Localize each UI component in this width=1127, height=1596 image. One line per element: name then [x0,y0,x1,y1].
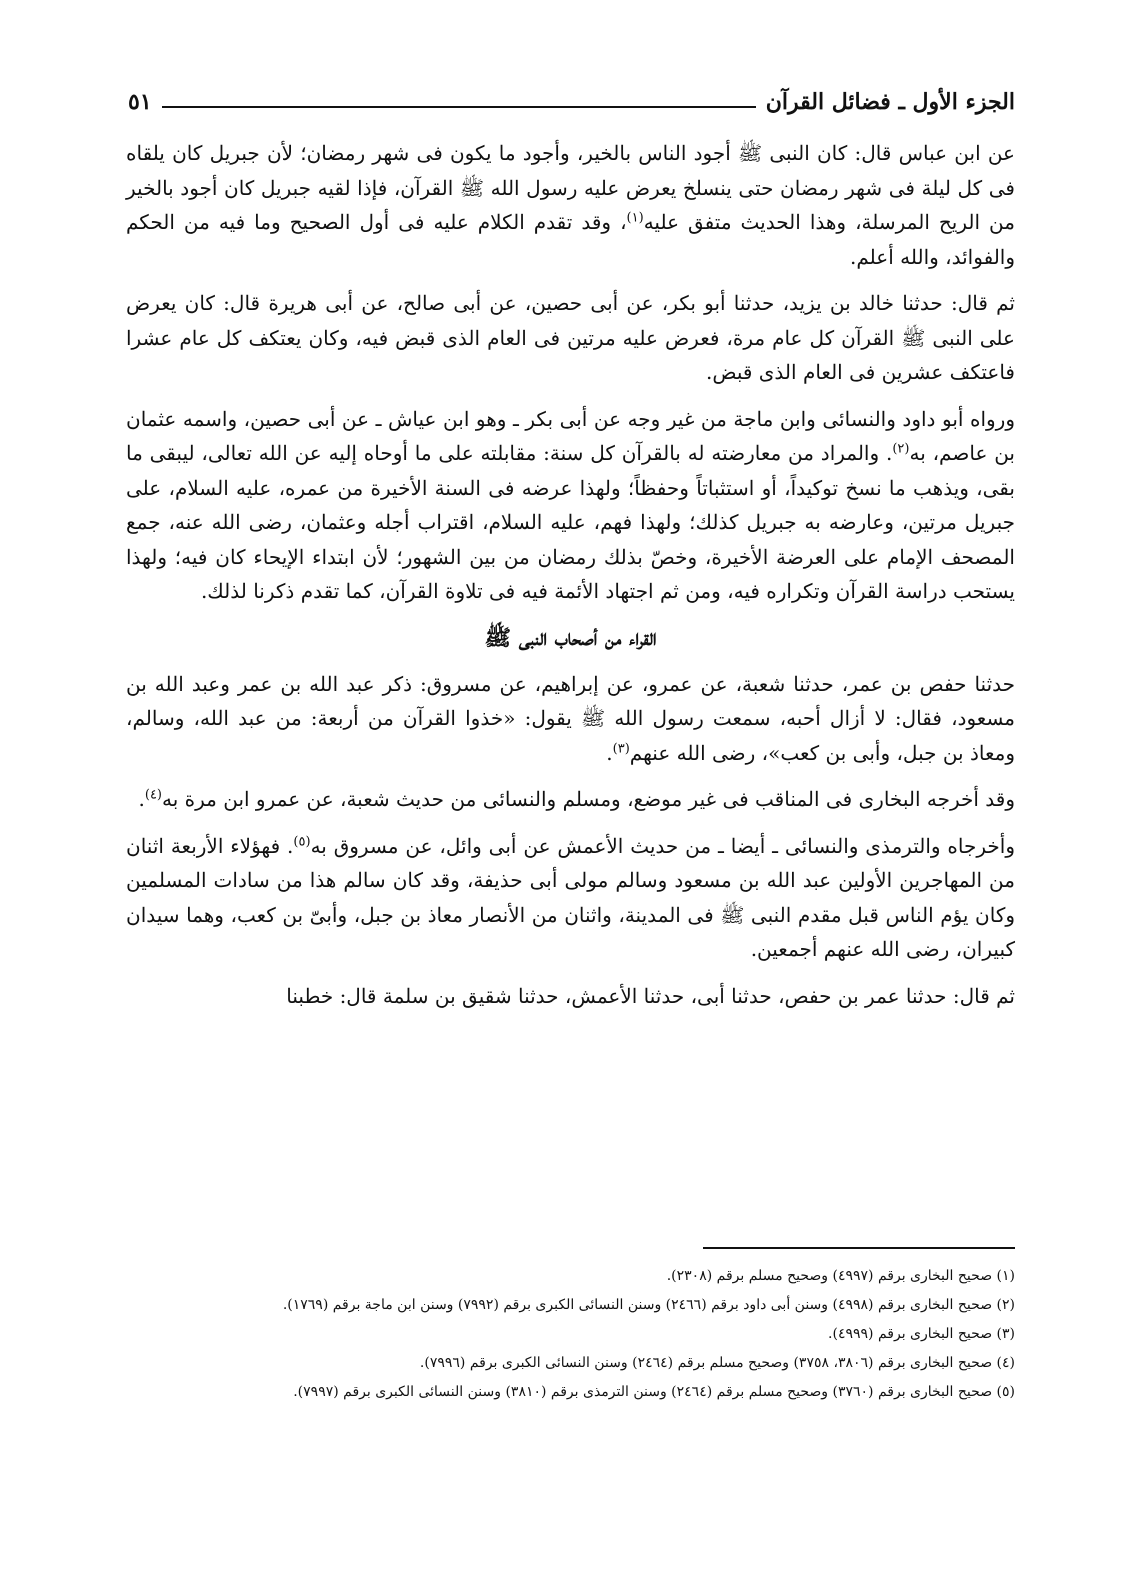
paragraph-text-cont: ، وقد تقدم الكلام عليه فى أول الصحيح وما فيه من الحكم والفوائد، والله أعلم. [126,210,1015,269]
running-header [128,84,1015,120]
footnote-ref: (٥) [293,833,311,849]
paragraph-text: ثم قال: حدثنا خالد بن يزيد، حدثنا أبو بكر، عن أبى حصين، عن أبى صالح، عن أبى هريرة قال: كان يعرض على النبى ﷺ القرآن كل عام مرة، فعرض عليه مرتين فى العام الذى قبض فيه، وكان يعتكف كل عام عشرا فاعتكف عشرين فى العام الذى قبض. [126,291,1015,384]
paragraph [126,782,1015,817]
footnote: (٤) صحيح البخارى برقم (٣٨٠٦، ٣٧٥٨) وصحيح مسلم برقم (٢٤٦٤) وسنن النسائى الكبرى برقم (٧٩٩٦). [419,1355,1015,1371]
paragraph-text: ثم قال: حدثنا عمر بن حفص، حدثنا أبى، حدثنا الأعمش، حدثنا شقيق بن سلمة قال: خطبنا [286,983,1015,1008]
paragraph [126,402,1015,609]
paragraph [126,286,1015,390]
paragraph [126,136,1015,274]
paragraph-text-cont: . [606,740,613,765]
paragraph [126,979,1015,1014]
footnote-ref: (٤) [144,787,162,803]
footnote-ref: (٣) [612,740,630,756]
footnote: (٢) صحيح البخارى برقم (٤٩٩٨) وسنن أبى داود برقم (٢٤٦٦) وسنن النسائى الكبرى برقم (٧٩٩٢) وسنن ابن ماجة برقم (١٧٦٩). [282,1297,1015,1313]
footnote: (١) صحيح البخارى برقم (٤٩٩٧) وصحيح مسلم برقم (٢٣٠٨). [666,1268,1015,1284]
paragraph-text: ورواه أبو داود والنسائى وابن ماجة من غير وجه عن أبى بكر ـ وهو ابن عياش ـ عن أبى حصين، واسمه عثمان بن عاصم، به [126,406,1015,465]
section-heading: القراء من أصحاب النبى ﷺ [484,624,657,651]
paragraph-text-cont: . [138,787,145,811]
paragraph-text: عن ابن عباس قال: كان النبى ﷺ أجود الناس بالخير، وأجود ما يكون فى شهر رمضان؛ لأن جبريل كان يلقاه فى كل ليلة فى شهر رمضان حتى ينسلخ يعرض عليه رسول الله ﷺ القرآن، فإذا لقيه جبريل كان أجود بالخير من الريح المرسلة، وهذا الحديث متفق عليه [126,141,1015,234]
paragraph-text: وقد أخرجه البخارى فى المناقب فى غير موضع، ومسلم والنسائى من حديث شعبة، عن عمرو ابن مرة به [162,787,1015,811]
paragraph [126,667,1015,771]
footnote: (٥) صحيح البخارى برقم (٣٧٦٠) وصحيح مسلم برقم (٢٤٦٤) وسنن الترمذى برقم (٣٨١٠) وسنن النسائى الكبرى برقم (٧٩٩٧). [293,1384,1015,1400]
footnotes [126,1262,1015,1407]
header-rule [162,106,756,108]
paragraph-text: وأخرجاه والترمذى والنسائى ـ أيضا ـ من حديث الأعمش عن أبى وائل، عن مسروق به [310,833,1015,858]
paragraph [126,829,1015,967]
header-title: الجزء الأول ـ فضائل القرآن [765,89,1015,115]
paragraph-text-cont: . والمراد من معارضته له بالقرآن كل سنة: مقابلته على ما أوحاه إليه عن الله تعالى، ليبقى ما بقى، ويذهب ما نسخ توكيداً، أو استثباتاً وحفظاً؛ ولهذا عرضه فى السنة الأخيرة من عمره، عليه السلام، على جبريل مرتين، وعارضه به جبريل كذلك؛ ولهذا فهم، عليه السلام، اقتراب أجله وعثمان، رضى الله عنه، جمع المصحف الإمام على العرضة الأخيرة، وخصّ بذلك رمضان من بين الشهور؛ لأن ابتداء الإيحاء كان فيه؛ ولهذا يستحب دراسة القرآن وتكراره فيه، ومن ثم اجتهاد الأئمة فيه فى تلاوة القرآن، كما تقدم ذكرنا لذلك. [126,441,1015,603]
footnote-ref: (١) [626,210,644,226]
main-text [126,136,1015,1025]
paragraph-text-cont: . فهؤلاء الأربعة اثنان من المهاجرين الأولين عبد الله بن مسعود وسالم مولى أبى حذيفة، وقد كان سالم هذا من سادات المسلمين وكان يؤم الناس قبل مقدم النبى ﷺ فى المدينة، واثنان من الأنصار معاذ بن جبل، وأبىّ بن كعب، وهما سيدان كبيران، رضى الله عنهم أجمعين. [126,833,1015,961]
page-number: ٥١ [128,89,152,115]
paragraph-text: حدثنا حفص بن عمر، حدثنا شعبة، عن عمرو، عن إبراهيم، عن مسروق: ذكر عبد الله بن عمر وعبد الله بن مسعود، فقال: لا أزال أحبه، سمعت رسول الله ﷺ يقول: «خذوا القرآن من أربعة: من عبد الله، وسالم، ومعاذ بن جبل، وأبى بن كعب»، رضى الله عنهم [126,671,1015,765]
footnote-ref: (٢) [892,441,910,457]
footnote: (٣) صحيح البخارى برقم (٤٩٩٩). [828,1326,1015,1342]
footnote-separator [703,1247,1015,1249]
